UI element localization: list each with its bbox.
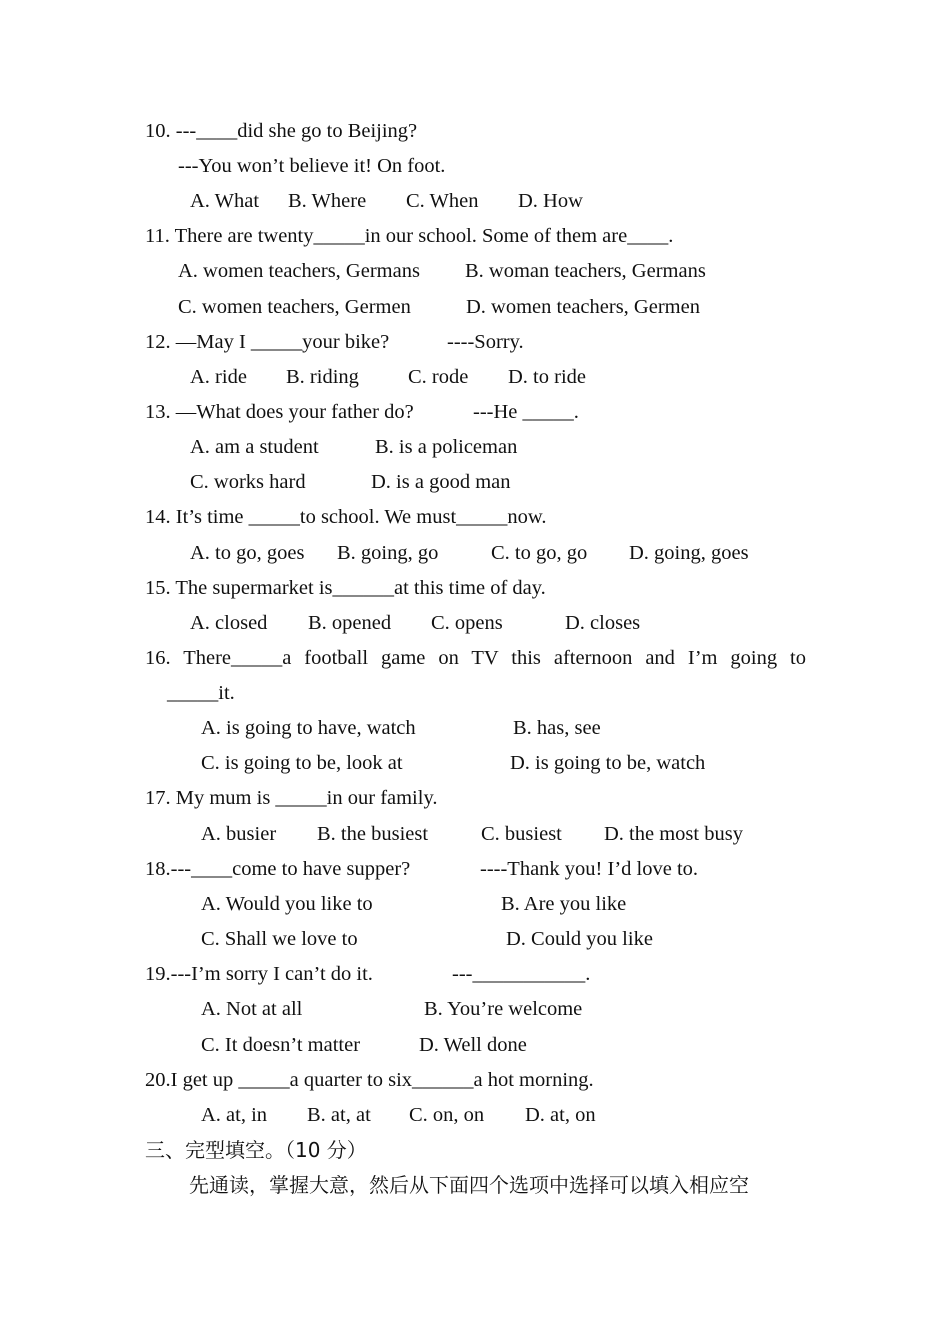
options-10	[0, 184, 950, 219]
dialogue-reply: ---He _____.	[473, 401, 579, 423]
question-text: 18.---____come to have supper?	[145, 858, 411, 880]
question-17	[0, 781, 950, 816]
option-b: B. has, see	[513, 717, 601, 739]
option-b: B. is a policeman	[375, 436, 518, 458]
dialogue-reply: ---___________.	[452, 963, 591, 985]
options-18-ab	[0, 887, 950, 922]
question-text: 17. My mum is _____in our family.	[145, 787, 438, 809]
options-19-ab	[0, 992, 950, 1027]
dialogue-reply: ----Thank you! I’d love to.	[480, 858, 699, 880]
option-b: B. Where	[288, 190, 367, 212]
options-15	[0, 606, 950, 641]
section-instructions	[0, 1168, 950, 1203]
question-12	[0, 325, 950, 360]
question-13	[0, 395, 950, 430]
option-a: A. busier	[201, 823, 277, 845]
options-13-ab	[0, 430, 950, 465]
option-a: A. closed	[190, 612, 268, 634]
question-text: 19.---I’m sorry I can’t do it.	[145, 963, 373, 985]
option-d: D. How	[518, 190, 583, 212]
option-d: D. closes	[565, 612, 641, 634]
option-d: D. is going to be, watch	[510, 752, 706, 774]
option-b: B. the busiest	[317, 823, 429, 845]
section-title: 三、完型填空。（10 分）	[145, 1138, 367, 1162]
option-a: A. to go, goes	[190, 542, 305, 564]
question-text: 14. It’s time _____to school. We must_____now.	[145, 506, 547, 528]
options-20	[0, 1098, 950, 1133]
question-text-cont: _____it.	[167, 682, 235, 704]
option-c: C. women teachers, Germen	[178, 296, 411, 318]
question-text: 10. ---____did she go to Beijing?	[145, 120, 418, 142]
option-c: C. rode	[408, 366, 469, 388]
question-text: 11. There are twenty_____in our school. Some of them are____.	[145, 225, 674, 247]
question-15	[0, 571, 950, 606]
options-12	[0, 360, 950, 395]
option-b: B. at, at	[307, 1104, 371, 1126]
instruction-text: 先通读，掌握大意，然后从下面四个选项中选择可以填入相应空	[189, 1173, 749, 1197]
option-b: B. riding	[286, 366, 359, 388]
question-19	[0, 957, 950, 992]
option-a: A. What	[190, 190, 260, 212]
question-10	[0, 114, 950, 149]
option-d: D. Well done	[419, 1034, 527, 1056]
option-c: C. It doesn’t matter	[201, 1034, 361, 1056]
option-b: B. You’re welcome	[424, 998, 583, 1020]
option-a: A. is going to have, watch	[201, 717, 416, 739]
options-19-cd	[0, 1028, 950, 1063]
option-d: D. women teachers, Germen	[466, 296, 700, 318]
options-11-cd	[0, 290, 950, 325]
option-c: C. Shall we love to	[201, 928, 358, 950]
dialogue-reply: ---You won’t believe it! On foot.	[178, 155, 446, 177]
options-13-cd	[0, 465, 950, 500]
option-d: D. is a good man	[371, 471, 511, 493]
question-text: 20.I get up _____a quarter to six______a hot morning.	[145, 1069, 594, 1091]
option-a: A. ride	[190, 366, 247, 388]
question-text: 12. —May I _____your bike?	[145, 331, 390, 353]
option-a: A. Not at all	[201, 998, 303, 1020]
option-c: C. busiest	[481, 823, 562, 845]
option-a: A. women teachers, Germans	[178, 260, 420, 282]
question-text: 16. There_____a football game on TV this afternoon and I’m going to	[145, 647, 806, 669]
option-d: D. going, goes	[629, 542, 749, 564]
option-a: A. am a student	[190, 436, 319, 458]
question-text: 15. The supermarket is______at this time of day.	[145, 577, 546, 599]
dialogue-reply: ----Sorry.	[447, 331, 524, 353]
options-14	[0, 536, 950, 571]
options-17	[0, 817, 950, 852]
option-b: B. Are you like	[501, 893, 627, 915]
question-16	[0, 641, 950, 676]
options-16-cd	[0, 746, 950, 781]
option-b: B. going, go	[337, 542, 439, 564]
question-20	[0, 1063, 950, 1098]
option-d: D. the most busy	[604, 823, 743, 845]
option-c: C. is going to be, look at	[201, 752, 403, 774]
question-14	[0, 500, 950, 535]
question-11	[0, 219, 950, 254]
question-18	[0, 852, 950, 887]
option-a: A. Would you like to	[201, 893, 373, 915]
option-d: D. to ride	[508, 366, 586, 388]
option-c: C. to go, go	[491, 542, 588, 564]
option-b: B. woman teachers, Germans	[465, 260, 706, 282]
option-c: C. opens	[431, 612, 503, 634]
question-16-cont	[0, 676, 950, 711]
dialogue-line	[0, 149, 950, 184]
option-d: D. at, on	[525, 1104, 596, 1126]
section-heading	[0, 1133, 950, 1168]
options-18-cd	[0, 922, 950, 957]
option-a: A. at, in	[201, 1104, 268, 1126]
option-c: C. on, on	[409, 1104, 485, 1126]
option-c: C. works hard	[190, 471, 306, 493]
options-16-ab	[0, 711, 950, 746]
question-text: 13. —What does your father do?	[145, 401, 414, 423]
option-b: B. opened	[308, 612, 392, 634]
options-11-ab	[0, 254, 950, 289]
option-d: D. Could you like	[506, 928, 653, 950]
option-c: C. When	[406, 190, 479, 212]
